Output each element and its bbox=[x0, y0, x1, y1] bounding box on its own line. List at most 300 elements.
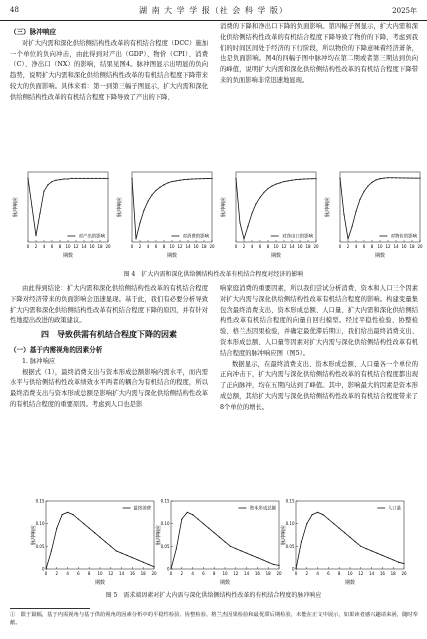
x-tick-label: 8 bbox=[58, 244, 62, 249]
data-point bbox=[399, 177, 400, 178]
figure4-chart-1 bbox=[12, 168, 112, 260]
data-point bbox=[187, 179, 188, 180]
data-point bbox=[151, 194, 152, 195]
plot-frame bbox=[236, 172, 316, 242]
data-point bbox=[359, 199, 360, 200]
data-point bbox=[391, 177, 392, 178]
x-tick-label: 10 bbox=[65, 244, 71, 249]
x-tick-label: 20 bbox=[313, 244, 319, 249]
x-tick-label: 14 bbox=[119, 571, 125, 576]
x-tick-label: 16 bbox=[129, 571, 135, 576]
y-axis-label: 脉冲响应 bbox=[13, 196, 19, 218]
x-axis-label: 期数 bbox=[270, 253, 282, 259]
data-point bbox=[303, 178, 304, 179]
data-point bbox=[235, 178, 236, 179]
data-point bbox=[403, 177, 404, 178]
series-line bbox=[132, 178, 212, 238]
data-point bbox=[214, 532, 215, 533]
x-tick-label: 0 bbox=[44, 571, 48, 576]
data-point bbox=[371, 550, 372, 551]
chart-axes bbox=[12, 172, 111, 259]
data-point bbox=[287, 180, 288, 181]
data-point bbox=[343, 214, 344, 215]
x-tick-label: 8 bbox=[212, 571, 216, 576]
x-tick-label: 18 bbox=[140, 571, 146, 576]
y-tick-label: 0 bbox=[166, 566, 170, 572]
data-point bbox=[91, 178, 92, 179]
data-point bbox=[366, 548, 367, 549]
series-line bbox=[296, 512, 404, 569]
plot-frame bbox=[28, 172, 108, 242]
y-tick-label: 0.10 bbox=[285, 521, 295, 527]
x-tick-label: 8 bbox=[370, 244, 374, 249]
journal-title: 湖 南 大 学 学 报（社 会 科 学 版） bbox=[139, 6, 288, 15]
data-point bbox=[415, 177, 416, 178]
x-tick-label: 0 bbox=[338, 244, 342, 249]
data-point bbox=[192, 514, 193, 515]
data-point bbox=[67, 512, 68, 513]
data-point bbox=[315, 178, 316, 179]
x-tick-label: 4 bbox=[191, 571, 194, 576]
data-point bbox=[273, 564, 274, 565]
data-point bbox=[89, 528, 90, 529]
figure5-chart-2 bbox=[155, 497, 283, 587]
y-tick-label: 0.15 bbox=[285, 498, 295, 504]
data-point bbox=[167, 182, 168, 183]
data-point bbox=[116, 550, 117, 551]
figure5-caption: 图 5 需求端因素对扩大内需与深化供给侧结构性改革的有机结合程度的脉冲响应 bbox=[105, 592, 322, 599]
x-tick-label: 12 bbox=[108, 571, 114, 576]
data-point bbox=[230, 546, 231, 547]
paragraph: 响家庭消费的重要因素，所以我们尝试分析消费、资本和人口三个因素对扩大内需与深化供给侧结构性改革有机结合程度的影响。构建变量集包含最终消费支出、资本形成总额、人口量、扩大内需和深化供给侧结构性改革有机结合程度的向量自回归模型。经过平稳性检验、协整检验、格兰杰因果检验，并确定最优滞后期①，我们给出最终消费支出、资本形成总额、人口量等因素对扩大内需与深化供给侧结构性改革有机结合程度的脉冲响应图（图5）。 bbox=[220, 285, 418, 357]
data-point bbox=[105, 541, 106, 542]
data-point bbox=[43, 190, 44, 191]
data-point bbox=[199, 178, 200, 179]
data-point bbox=[208, 528, 209, 529]
data-point bbox=[155, 190, 156, 191]
data-point bbox=[135, 238, 136, 239]
x-tick-label: 2 bbox=[55, 571, 59, 576]
x-tick-label: 8 bbox=[266, 244, 270, 249]
data-point bbox=[94, 532, 95, 533]
data-point bbox=[126, 555, 127, 556]
data-point bbox=[367, 185, 368, 186]
data-point bbox=[363, 191, 364, 192]
data-point bbox=[59, 179, 60, 180]
data-point bbox=[75, 178, 76, 179]
data-point bbox=[379, 178, 380, 179]
data-point bbox=[382, 555, 383, 556]
data-point bbox=[147, 201, 148, 202]
subsection-heading: （三）脉冲响应 bbox=[10, 28, 57, 36]
data-point bbox=[311, 178, 312, 179]
y-tick-label: 0.10 bbox=[35, 521, 45, 527]
chart-axes bbox=[220, 172, 319, 259]
legend-label: 最终消费 bbox=[133, 506, 151, 512]
data-point bbox=[376, 553, 377, 554]
data-point bbox=[67, 178, 68, 179]
data-point bbox=[78, 519, 79, 520]
data-point bbox=[99, 178, 100, 179]
x-axis-label: 期数 bbox=[62, 253, 74, 259]
data-point bbox=[295, 568, 296, 569]
data-point bbox=[179, 180, 180, 181]
data-point bbox=[275, 183, 276, 184]
y-axis-label: 脉冲响应 bbox=[221, 196, 227, 218]
data-point bbox=[191, 178, 192, 179]
legend-label: 对消费的影响 bbox=[182, 234, 209, 240]
data-point bbox=[407, 177, 408, 178]
x-tick-label: 10 bbox=[347, 571, 353, 576]
x-tick-label: 0 bbox=[234, 244, 238, 249]
page-header bbox=[0, 0, 427, 21]
data-point bbox=[63, 178, 64, 179]
x-tick-label: 14 bbox=[81, 244, 87, 249]
data-point bbox=[257, 557, 258, 558]
x-tick-label: 20 bbox=[105, 244, 111, 249]
chart-axes bbox=[30, 499, 157, 587]
right-column-mid bbox=[220, 284, 418, 414]
data-point bbox=[271, 185, 272, 186]
x-tick-label: 16 bbox=[254, 571, 260, 576]
data-point bbox=[163, 184, 164, 185]
x-tick-label: 6 bbox=[77, 571, 80, 576]
data-point bbox=[263, 192, 264, 193]
series-line bbox=[28, 178, 108, 235]
data-point bbox=[159, 187, 160, 188]
data-point bbox=[251, 555, 252, 556]
x-tick-label: 16 bbox=[193, 244, 199, 249]
left-column-top bbox=[10, 27, 208, 104]
plot-frame bbox=[340, 172, 420, 242]
x-tick-label: 4 bbox=[354, 244, 358, 249]
data-point bbox=[139, 222, 140, 223]
x-tick-label: 14 bbox=[185, 244, 191, 249]
data-point bbox=[183, 179, 184, 180]
data-point bbox=[411, 177, 412, 178]
data-point bbox=[301, 541, 302, 542]
figure5-chart-1 bbox=[30, 497, 158, 587]
legend-label: 资本形成总额 bbox=[249, 506, 276, 512]
x-tick-label: 16 bbox=[89, 244, 95, 249]
data-point bbox=[207, 178, 208, 179]
data-point bbox=[387, 557, 388, 558]
data-point bbox=[395, 177, 396, 178]
paragraph: 对扩大内需和深化供给侧结构性改革的有机结合程度（DCC）施加一个单位的负向冲击，由此得到对产出（GDP）、物价（CPI）、消费（C）、净出口（NX）的影响，结果见图4。脉冲图显示出明显的负向趋势，说明扩大内需和深化供给侧结构性改革的有机结合程度下降带来较大的负面影响。具体来看：第一到第三幅子图显示，扩大内需和深化供给侧结构性改革的有机结合程度下降导致了产出的下降、 bbox=[10, 39, 208, 101]
data-point bbox=[187, 512, 188, 513]
data-point bbox=[45, 568, 46, 569]
x-tick-label: 12 bbox=[281, 244, 287, 249]
x-axis-label: 期数 bbox=[94, 580, 106, 586]
y-axis-label: 脉冲响应 bbox=[281, 524, 287, 546]
y-tick-label: 0.10 bbox=[160, 521, 170, 527]
footnote: ① 限于篇幅，基于内需视角与基于供给视角的因素分析中的平稳性检验、协整检验、格兰杰因果检验和最优滞后期检验，未能在正文中展示，如果读者感兴趣请来函，随时奉献。 bbox=[10, 612, 418, 626]
data-point bbox=[203, 523, 204, 524]
x-tick-label: 16 bbox=[401, 244, 407, 249]
x-tick-label: 18 bbox=[305, 244, 311, 249]
x-tick-label: 18 bbox=[97, 244, 103, 249]
figure5-chart-3 bbox=[280, 497, 408, 587]
data-point bbox=[371, 182, 372, 183]
y-axis-label: 脉冲响应 bbox=[31, 524, 37, 546]
data-point bbox=[312, 514, 313, 515]
x-tick-label: 6 bbox=[327, 571, 330, 576]
x-tick-label: 20 bbox=[276, 571, 282, 576]
x-tick-label: 14 bbox=[289, 244, 295, 249]
data-point bbox=[35, 235, 36, 236]
data-point bbox=[83, 523, 84, 524]
x-tick-label: 2 bbox=[34, 244, 38, 249]
data-point bbox=[121, 553, 122, 554]
x-tick-label: 6 bbox=[154, 244, 158, 249]
data-point bbox=[132, 557, 133, 558]
data-point bbox=[107, 178, 108, 179]
x-tick-label: 18 bbox=[201, 244, 207, 249]
data-point bbox=[31, 206, 32, 207]
data-point bbox=[87, 178, 88, 179]
x-tick-label: 10 bbox=[377, 244, 383, 249]
paragraph: 消费的下降和净出口下降的负面影响。第四幅子图显示，扩大内需和深化供给侧结构性改革的有机结合程度下降导致了物价的下降，考虑到我们的时间区间处于经济的下行阶段，所以物价的下降意味着经济萧条，也是负面影响。图4的四幅子图中脉冲均在第二期或者第三期达到负向的峰值，说明扩大内需和深化供给侧结构性改革的有机结合程度下降带来的负面影响非常迅速地显现。 bbox=[220, 23, 418, 84]
left-column-mid bbox=[10, 284, 208, 411]
legend-label: 对产出的影响 bbox=[78, 234, 105, 240]
x-tick-label: 0 bbox=[130, 244, 134, 249]
y-axis-label: 脉冲响应 bbox=[325, 196, 331, 218]
data-point bbox=[299, 179, 300, 180]
x-axis-label: 期数 bbox=[374, 253, 386, 259]
data-point bbox=[110, 546, 111, 547]
data-point bbox=[328, 519, 329, 520]
y-tick-label: 0.15 bbox=[160, 498, 170, 504]
data-point bbox=[39, 213, 40, 214]
data-point bbox=[398, 562, 399, 563]
data-point bbox=[99, 537, 100, 538]
x-tick-label: 16 bbox=[297, 244, 303, 249]
data-point bbox=[251, 213, 252, 214]
data-point bbox=[103, 178, 104, 179]
data-point bbox=[322, 514, 323, 515]
data-point bbox=[419, 177, 420, 178]
data-point bbox=[211, 178, 212, 179]
data-point bbox=[267, 188, 268, 189]
data-point bbox=[71, 178, 72, 179]
x-tick-label: 20 bbox=[151, 571, 157, 576]
chart-axes bbox=[116, 172, 215, 259]
data-point bbox=[317, 512, 318, 513]
x-tick-label: 2 bbox=[346, 244, 350, 249]
x-tick-label: 10 bbox=[222, 571, 228, 576]
footnote-divider bbox=[10, 608, 90, 609]
x-tick-label: 16 bbox=[379, 571, 385, 576]
data-point bbox=[375, 179, 376, 180]
data-point bbox=[195, 178, 196, 179]
x-tick-label: 6 bbox=[258, 244, 262, 249]
data-point bbox=[393, 559, 394, 560]
y-tick-label: 0.05 bbox=[285, 543, 295, 549]
x-axis-label: 期数 bbox=[166, 253, 178, 259]
data-point bbox=[27, 178, 28, 179]
figure4-chart-4 bbox=[324, 168, 424, 260]
data-point bbox=[137, 559, 138, 560]
x-tick-label: 10 bbox=[273, 244, 279, 249]
data-point bbox=[55, 180, 56, 181]
data-point bbox=[351, 226, 352, 227]
data-point bbox=[241, 550, 242, 551]
data-point bbox=[347, 238, 348, 239]
data-point bbox=[170, 568, 171, 569]
data-point bbox=[360, 546, 361, 547]
data-point bbox=[148, 564, 149, 565]
x-tick-label: 4 bbox=[146, 244, 150, 249]
x-tick-label: 12 bbox=[385, 244, 391, 249]
data-point bbox=[246, 553, 247, 554]
data-point bbox=[344, 532, 345, 533]
y-tick-label: 0.05 bbox=[160, 543, 170, 549]
legend-label: 对净出口的影响 bbox=[282, 234, 313, 240]
x-tick-label: 2 bbox=[180, 571, 184, 576]
x-tick-label: 6 bbox=[362, 244, 366, 249]
data-point bbox=[247, 225, 248, 226]
x-tick-label: 2 bbox=[242, 244, 246, 249]
legend-label: 对物价的影响 bbox=[390, 234, 417, 240]
x-tick-label: 12 bbox=[73, 244, 79, 249]
data-point bbox=[131, 178, 132, 179]
x-axis-label: 期数 bbox=[219, 580, 231, 586]
y-axis-label: 脉冲响应 bbox=[156, 524, 162, 546]
data-point bbox=[143, 562, 144, 563]
data-point bbox=[56, 528, 57, 529]
page-number: 48 bbox=[10, 6, 19, 14]
data-point bbox=[262, 559, 263, 560]
data-point bbox=[243, 238, 244, 239]
data-point bbox=[79, 178, 80, 179]
series-line bbox=[340, 178, 420, 239]
x-tick-label: 10 bbox=[97, 571, 103, 576]
data-point bbox=[355, 541, 356, 542]
data-point bbox=[349, 537, 350, 538]
data-point bbox=[219, 537, 220, 538]
data-point bbox=[197, 519, 198, 520]
legend-label: 人口量 bbox=[387, 506, 401, 512]
data-point bbox=[181, 519, 182, 520]
data-point bbox=[403, 563, 404, 564]
figure4-chart-3 bbox=[220, 168, 320, 260]
plot-frame bbox=[132, 172, 212, 242]
chart-axes bbox=[324, 172, 423, 259]
x-tick-label: 4 bbox=[250, 244, 254, 249]
x-tick-label: 6 bbox=[50, 244, 54, 249]
x-tick-label: 4 bbox=[316, 571, 319, 576]
y-tick-label: 0 bbox=[291, 566, 295, 572]
data-point bbox=[51, 181, 52, 182]
figure4-caption: 图 4 扩大内需和深化供给侧结构性改革有机结合程度对经济的影响 bbox=[123, 271, 304, 278]
data-point bbox=[339, 528, 340, 529]
x-tick-label: 20 bbox=[209, 244, 215, 249]
data-point bbox=[279, 182, 280, 183]
x-tick-label: 10 bbox=[169, 244, 175, 249]
x-tick-label: 2 bbox=[138, 244, 142, 249]
x-tick-label: 2 bbox=[305, 571, 309, 576]
right-column-top bbox=[220, 22, 418, 87]
data-point bbox=[387, 177, 388, 178]
data-point bbox=[306, 523, 307, 524]
data-point bbox=[72, 514, 73, 515]
data-point bbox=[83, 178, 84, 179]
x-tick-label: 18 bbox=[265, 571, 271, 576]
x-tick-label: 14 bbox=[393, 244, 399, 249]
x-tick-label: 14 bbox=[244, 571, 250, 576]
data-point bbox=[268, 562, 269, 563]
data-point bbox=[307, 178, 308, 179]
data-point bbox=[235, 548, 236, 549]
x-tick-label: 8 bbox=[87, 571, 91, 576]
x-tick-label: 8 bbox=[162, 244, 166, 249]
x-tick-label: 0 bbox=[294, 571, 298, 576]
data-point bbox=[355, 211, 356, 212]
paragraph: 根据式（1），最终消费支出与资本形成总额影响内需水平，而内需水平与供给侧结构性改革绩效水平两者的耦合为有机结合的程度，所以最终消费支出与资本形成总额是影响扩大内需与深化供给侧结构性改革的有机结合程度的重要原因。考虑到人口也是影 bbox=[10, 368, 208, 408]
data-point bbox=[259, 197, 260, 198]
journal-year: 2025年 bbox=[392, 7, 417, 15]
x-tick-label: 4 bbox=[66, 571, 69, 576]
subsubsection-heading: 1. 脉冲响应 bbox=[22, 357, 56, 365]
data-point bbox=[171, 181, 172, 182]
y-tick-label: 0.15 bbox=[35, 498, 45, 504]
x-tick-label: 4 bbox=[42, 244, 46, 249]
y-axis-label: 脉冲响应 bbox=[117, 196, 123, 218]
x-tick-label: 20 bbox=[417, 244, 423, 249]
data-point bbox=[224, 541, 225, 542]
y-tick-label: 0 bbox=[41, 566, 45, 572]
chart-axes bbox=[280, 499, 407, 587]
data-point bbox=[291, 180, 292, 181]
x-tick-label: 12 bbox=[233, 571, 239, 576]
x-tick-label: 18 bbox=[390, 571, 396, 576]
x-tick-label: 18 bbox=[409, 244, 415, 249]
x-tick-label: 0 bbox=[26, 244, 30, 249]
section-heading: 四 导致供需有机结合程度下降的因素 bbox=[41, 330, 177, 340]
data-point bbox=[333, 523, 334, 524]
data-point bbox=[283, 181, 284, 182]
x-tick-label: 8 bbox=[337, 571, 341, 576]
data-point bbox=[295, 179, 296, 180]
x-tick-label: 12 bbox=[177, 244, 183, 249]
data-point bbox=[51, 550, 52, 551]
series-line bbox=[236, 178, 316, 238]
chart-axes bbox=[155, 499, 282, 587]
subsection-heading: （一）基于内需视角的因素分析 bbox=[10, 345, 103, 354]
x-tick-label: 20 bbox=[401, 571, 407, 576]
data-point bbox=[383, 177, 384, 178]
data-point bbox=[47, 184, 48, 185]
data-point bbox=[203, 178, 204, 179]
paragraph: 由此得到结论：扩大内需和深化供给侧结构性改革的有机结合程度下降对经济带来的负面影响会迅速显现。基于此，我们有必要分析导致扩大内需和深化供给侧结构性改革有机结合程度下降的原因，并有针对性地提出改进的政策建议。 bbox=[10, 285, 208, 325]
data-point bbox=[255, 203, 256, 204]
data-point bbox=[143, 210, 144, 211]
figure4-chart-2 bbox=[116, 168, 216, 260]
data-point bbox=[239, 222, 240, 223]
data-point bbox=[176, 548, 177, 549]
x-tick-label: 12 bbox=[358, 571, 364, 576]
x-axis-label: 期数 bbox=[344, 580, 356, 586]
x-tick-label: 0 bbox=[169, 571, 173, 576]
x-tick-label: 6 bbox=[202, 571, 205, 576]
data-point bbox=[175, 180, 176, 181]
data-point bbox=[339, 177, 340, 178]
x-tick-label: 14 bbox=[369, 571, 375, 576]
data-point bbox=[95, 178, 96, 179]
paragraph: 数据显示，在最终消费支出、资本形成总额、人口量各一个单位的正向冲击下，扩大内需与深化供给侧结构性改革的有机结合程度都出现了正向脉冲，均在五期内达到了峰值。其中，影响最大的因素是资本形成总额，其给扩大内需与深化供给侧结构性改革的有机结合程度带来了8个单位的增长。 bbox=[220, 360, 418, 411]
data-point bbox=[62, 514, 63, 515]
y-tick-label: 0.05 bbox=[35, 543, 45, 549]
